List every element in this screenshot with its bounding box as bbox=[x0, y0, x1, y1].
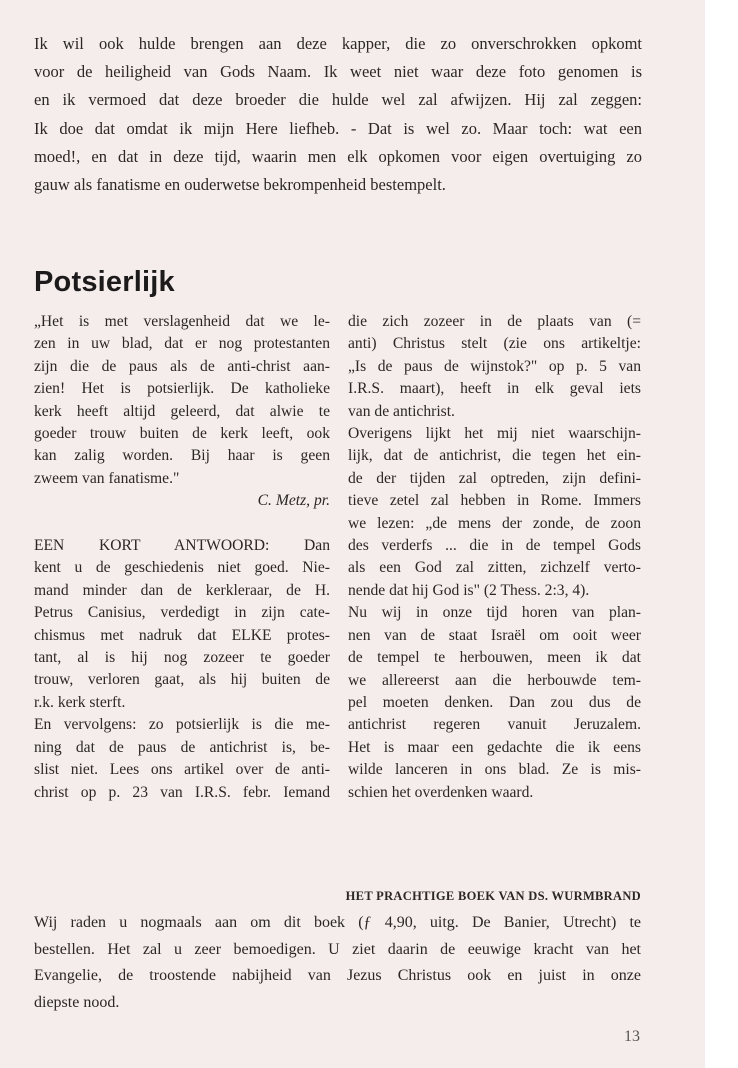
text-line: de tempel te herbouwen, meen ik dat bbox=[348, 649, 641, 667]
text-line: Evangelie, de troostende nabijheid van Jezus Christus ook en juist in onze bbox=[34, 967, 641, 985]
text-line: als een God zal zitten, zichzelf verto- bbox=[348, 559, 641, 577]
text-line: en ik vermoed dat deze broeder die hulde wel zal afwijzen. Hij zal zeggen: bbox=[34, 90, 642, 110]
text-line: Ik wil ook hulde brengen aan deze kapper, die zo onverschrokken opkomt bbox=[34, 34, 642, 53]
letter-line: „Het is met verslagenheid dat we le- bbox=[34, 313, 330, 330]
text-line: anti) Christus stelt (zie ons artikeltje: bbox=[348, 335, 641, 353]
text-line: lijk, dat de antichrist, die tegen het ein- bbox=[348, 447, 641, 465]
answer-line: Petrus Canisius, verdedigt in zijn cate- bbox=[34, 604, 330, 622]
article-title: Potsierlijk bbox=[34, 266, 175, 298]
intro-paragraph bbox=[34, 30, 642, 199]
answer-line: EEN KORT ANTWOORD: Dan bbox=[34, 537, 330, 555]
answer-line: trouw, verloren gaat, als hij buiten de bbox=[34, 671, 330, 689]
text-line: „Is de paus de wijnstok?" op p. 5 van bbox=[348, 357, 641, 375]
text-line: schien het overdenken waard. bbox=[348, 783, 534, 801]
answer-line: kent u de geschiedenis niet goed. Nie- bbox=[34, 559, 330, 577]
text-line: wilde lanceren in ons blad. Ze is mis- bbox=[348, 761, 641, 779]
text-line: de der tijden zal optreden, zijn defini- bbox=[348, 469, 641, 487]
text-line: we allereerst aan die herbouwde tem- bbox=[348, 671, 641, 689]
letter-line: zweem van fanatisme." bbox=[34, 469, 180, 487]
text-line: Ik doe dat omdat ik mijn Here liefheb. - Dat is wel zo. Maar toch: wat een bbox=[34, 118, 642, 138]
text-line: pel moeten denken. Dan zou dus de bbox=[348, 693, 641, 711]
letter-line: zien! Het is potsierlijk. De katholieke bbox=[34, 380, 330, 398]
article-right-column bbox=[348, 311, 641, 804]
text-line: nende dat hij God is" (2 Thess. 2:3, 4). bbox=[348, 581, 590, 599]
letter-signature: C. Metz, pr. bbox=[257, 492, 330, 510]
book-notice-heading: HET PRACHTIGE BOEK VAN DS. WURMBRAND bbox=[345, 889, 641, 903]
page-number: 13 bbox=[624, 1028, 640, 1045]
text-line: voor de heiligheid van Gods Naam. Ik weet niet waar deze foto genomen is bbox=[34, 62, 642, 82]
answer-line: En vervolgens: zo potsierlijk is die me- bbox=[34, 716, 330, 734]
text-line: Het is maar een gedachte die ik eens bbox=[348, 738, 641, 756]
text-line: antichrist regeren vanuit Jeruzalem. bbox=[348, 716, 641, 734]
text-line: die zich zozeer in de plaats van (= bbox=[348, 313, 641, 330]
text-line: Overigens lijkt het mij niet waarschijn- bbox=[348, 425, 641, 443]
paragraph-gap bbox=[34, 513, 330, 535]
text-line: diepste nood. bbox=[34, 993, 120, 1011]
answer-line: mand minder dan de kerkleraar, de H. bbox=[34, 581, 330, 599]
text-line: we lezen: „de mens der zonde, de zoon bbox=[348, 514, 641, 532]
answer-line: slist niet. Lees ons artikel over de anti- bbox=[34, 761, 330, 779]
text-line: nen van de staat Israël om ooit weer bbox=[348, 626, 641, 644]
letter-line: kerk heeft altijd geleerd, dat alwie te bbox=[34, 402, 330, 420]
text-line: Nu wij in onze tijd horen van plan- bbox=[348, 604, 641, 622]
text-line: tieve zetel zal hebben in Rome. Immers bbox=[348, 492, 641, 510]
text-line: bestellen. Het zal u zeer bemoedigen. U ziet daarin de eeuwige kracht van het bbox=[34, 940, 641, 958]
text-line: van de antichrist. bbox=[348, 402, 455, 420]
answer-line: ning dat de paus de antichrist is, be- bbox=[34, 738, 330, 756]
text-line: Wij raden u nogmaals aan om dit boek (ƒ 4,90, uitg. De Banier, Utrecht) te bbox=[34, 914, 641, 931]
letter-line: kan zalig worden. Bij haar is geen bbox=[34, 447, 330, 465]
answer-line: chismus met nadruk dat ELKE protes- bbox=[34, 626, 330, 644]
answer-line: tant, al is hij nog zozeer te goeder bbox=[34, 649, 330, 667]
letter-line: zijn die de paus als de anti-christ aan- bbox=[34, 357, 330, 375]
text-line: I.R.S. maart), heeft in elk geval iets bbox=[348, 380, 641, 398]
book-notice-paragraph bbox=[34, 910, 641, 1016]
text-line: des verderfs ... die in de tempel Gods bbox=[348, 537, 641, 555]
answer-line: r.k. kerk sterft. bbox=[34, 693, 126, 711]
letter-line: goeder trouw buiten de kerk leeft, ook bbox=[34, 425, 330, 443]
text-line: gauw als fanatisme en ouderwetse bekrompenheid bestempelt. bbox=[34, 175, 446, 195]
letter-line: zen in uw blad, dat er nog protestanten bbox=[34, 335, 330, 353]
text-line: moed!, en dat in deze tijd, waarin men elk opkomen voor eigen overtuiging zo bbox=[34, 146, 642, 166]
answer-line: christ op p. 23 van I.R.S. febr. Iemand bbox=[34, 783, 330, 801]
article-left-column bbox=[34, 311, 330, 804]
